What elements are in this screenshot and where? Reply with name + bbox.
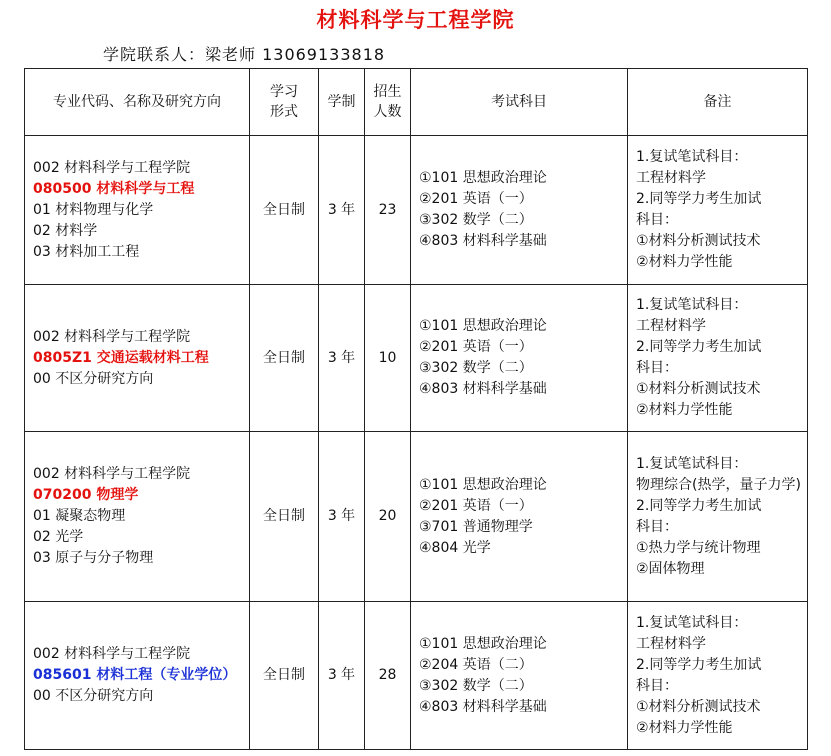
exam-subject: ③701 普通物理学 [419, 518, 533, 535]
exam-subject: ③302 数学（二） [419, 360, 533, 376]
note-line: 2.同等学力考生加试 [636, 656, 762, 673]
exam-subject: ②201 英语（一） [419, 339, 533, 355]
note-line: 1.复试笔试科目： [636, 614, 748, 631]
major-code-name: 085601 材料工程（专业学位） [33, 667, 237, 683]
header-form-line2: 形式 [270, 104, 298, 120]
enrollment-count: 20 [365, 432, 411, 602]
college-name: 002 材料科学与工程学院 [33, 646, 191, 662]
table-row [25, 602, 808, 750]
exam-subject: ①101 思想政治理论 [419, 476, 547, 493]
direction: 01 凝聚态物理 [33, 508, 126, 524]
note-line: ②材料力学性能 [636, 254, 733, 270]
major-cell [25, 432, 250, 602]
exam-cell [411, 432, 628, 602]
admissions-table [24, 68, 808, 750]
direction: 00 不区分研究方向 [33, 370, 154, 387]
study-length: 3 年 [319, 136, 365, 285]
note-cell [628, 136, 808, 285]
direction: 00 不区分研究方向 [33, 688, 154, 704]
major-code-name: 080500 材料科学与工程 [33, 180, 195, 197]
note-cell [628, 285, 808, 432]
study-form: 全日制 [250, 136, 319, 285]
header-length: 学制 [319, 69, 365, 136]
note-line: 工程材料学 [636, 635, 706, 652]
note-line: 科目： [636, 360, 678, 376]
note-cell [628, 602, 808, 750]
exam-subject: ③302 数学（二） [419, 677, 533, 694]
table-row [25, 285, 808, 432]
major-cell [25, 285, 250, 432]
college-name: 002 材料科学与工程学院 [33, 159, 191, 176]
direction: 01 材料物理与化学 [33, 201, 154, 218]
note-line: 2.同等学力考生加试 [636, 191, 762, 207]
exam-subject: ④803 材料科学基础 [419, 233, 547, 249]
direction: 03 材料加工工程 [33, 243, 140, 260]
note-line: ①材料分析测试技术 [636, 233, 761, 249]
exam-subject: ③302 数学（二） [419, 212, 533, 228]
exam-subject: ④804 光学 [419, 539, 491, 556]
note-cell [628, 432, 808, 602]
note-line: 科目： [636, 212, 678, 228]
header-form-line1: 学习 [270, 84, 298, 100]
exam-subject: ①101 思想政治理论 [419, 318, 547, 334]
note-line: 科目： [636, 677, 678, 694]
study-form: 全日制 [250, 602, 319, 750]
enrollment-count: 10 [365, 285, 411, 432]
note-line: 物理综合(热学，量子力学) [636, 476, 801, 493]
exam-subject: ①101 思想政治理论 [419, 170, 547, 186]
college-name: 002 材料科学与工程学院 [33, 328, 191, 345]
exam-subject: ①101 思想政治理论 [419, 635, 547, 652]
study-length: 3 年 [319, 285, 365, 432]
note-line: 科目： [636, 518, 678, 535]
study-length: 3 年 [319, 432, 365, 602]
note-line: 1.复试笔试科目： [636, 455, 748, 472]
header-form [250, 69, 319, 136]
study-form: 全日制 [250, 432, 319, 602]
table-row [25, 136, 808, 285]
note-line: ①材料分析测试技术 [636, 698, 761, 715]
note-line: 2.同等学力考生加试 [636, 497, 762, 514]
note-line: ②材料力学性能 [636, 719, 733, 736]
major-cell [25, 136, 250, 285]
note-line: 工程材料学 [636, 170, 706, 186]
header-num [365, 69, 411, 136]
contact-line: 学院联系人：梁老师 13069133818 [103, 45, 386, 64]
header-note: 备注 [628, 69, 808, 136]
study-form: 全日制 [250, 285, 319, 432]
table-row [25, 432, 808, 602]
note-line: ①热力学与统计物理 [636, 539, 761, 556]
direction: 03 原子与分子物理 [33, 550, 154, 566]
direction: 02 材料学 [33, 222, 98, 239]
major-cell [25, 602, 250, 750]
exam-cell [411, 602, 628, 750]
note-line: ①材料分析测试技术 [636, 381, 761, 397]
exam-subject: ②201 英语（一） [419, 497, 533, 514]
exam-cell [411, 136, 628, 285]
enrollment-count: 23 [365, 136, 411, 285]
note-line: ②材料力学性能 [636, 402, 733, 418]
header-exam: 考试科目 [411, 69, 628, 136]
table-header-row [25, 69, 808, 136]
college-name: 002 材料科学与工程学院 [33, 466, 191, 482]
study-length: 3 年 [319, 602, 365, 750]
note-line: ②固体物理 [636, 560, 705, 577]
note-line: 1.复试笔试科目： [636, 297, 748, 313]
note-line: 1.复试笔试科目： [636, 149, 748, 165]
exam-cell [411, 285, 628, 432]
exam-subject: ②201 英语（一） [419, 191, 533, 207]
major-code-name: 0805Z1 交通运载材料工程 [33, 349, 209, 366]
direction: 02 光学 [33, 529, 84, 545]
enrollment-count: 28 [365, 602, 411, 750]
note-line: 2.同等学力考生加试 [636, 339, 762, 355]
note-line: 工程材料学 [636, 318, 706, 334]
major-code-name: 070200 物理学 [33, 487, 139, 503]
page-title: 材料科学与工程学院 [316, 8, 515, 32]
exam-subject: ②204 英语（二） [419, 656, 533, 673]
exam-subject: ④803 材料科学基础 [419, 381, 547, 397]
exam-subject: ④803 材料科学基础 [419, 698, 547, 715]
header-num-line2: 人数 [373, 104, 402, 120]
header-major: 专业代码、名称及研究方向 [25, 69, 250, 136]
header-num-line1: 招生 [373, 84, 402, 100]
